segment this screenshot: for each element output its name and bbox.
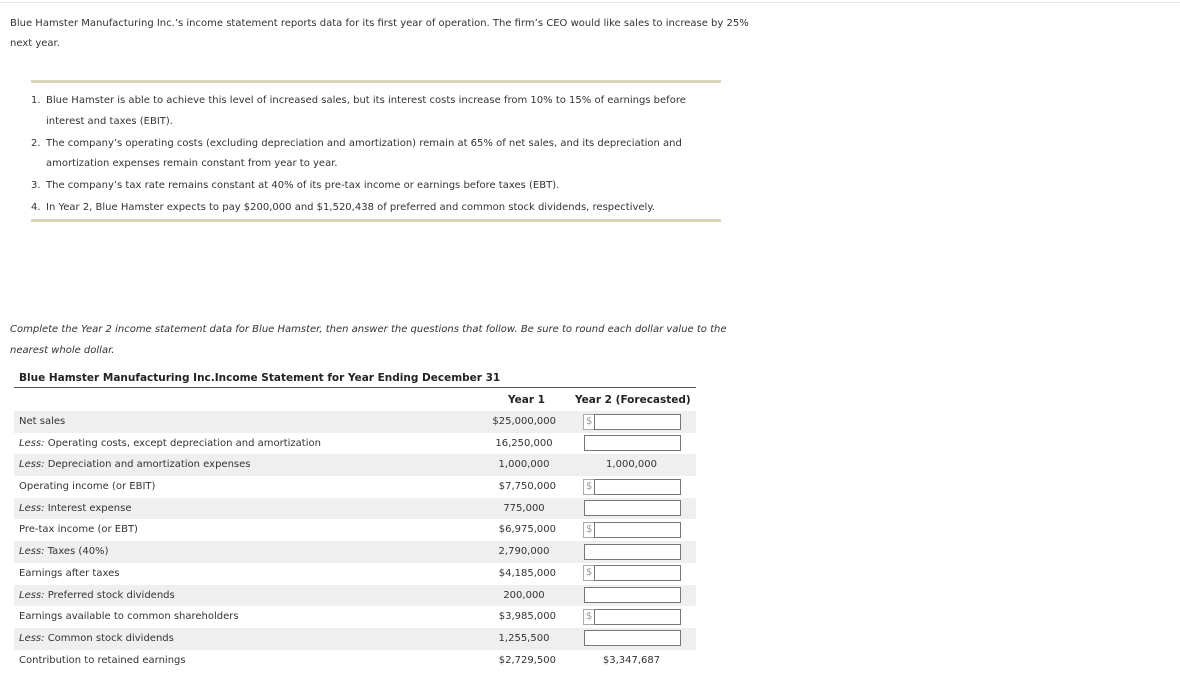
year2-input[interactable] [584, 435, 681, 451]
row-label-text: Operating costs, except depreciation and amortization [47, 437, 321, 449]
row-label [19, 524, 138, 535]
row-label [19, 459, 251, 470]
assumptions-bottom-rule [31, 219, 721, 222]
row-label [19, 503, 132, 514]
table-row [14, 606, 696, 628]
year1-value: $3,985,000 [498, 611, 556, 623]
assumptions-top-rule [31, 80, 721, 83]
year2-input[interactable] [594, 414, 681, 430]
income-statement-rows [14, 411, 696, 671]
less-prefix: Less: [19, 589, 45, 601]
year1-value: 1,000,000 [498, 459, 550, 471]
dollar-prefix: $ [583, 609, 594, 625]
dollar-prefix: $ [583, 479, 594, 495]
year2-input[interactable] [584, 544, 681, 560]
year2-column-header: Year 2 (Forecasted) [575, 394, 691, 406]
income-statement-title-rule [14, 387, 696, 388]
table-row [14, 563, 696, 585]
year2-input[interactable] [584, 500, 681, 516]
year2-input[interactable] [594, 609, 681, 625]
year2-input[interactable] [584, 630, 681, 646]
assumptions-list [31, 91, 711, 220]
year2-input[interactable] [594, 565, 681, 581]
dollar-prefix: $ [583, 414, 594, 430]
year2-input[interactable] [594, 479, 681, 495]
table-row [14, 585, 696, 607]
table-row [14, 628, 696, 650]
year2-input[interactable] [594, 522, 681, 538]
table-row [14, 541, 696, 563]
year1-value: 200,000 [503, 589, 545, 601]
row-label-text: Net sales [19, 416, 66, 427]
year1-value: 775,000 [503, 502, 545, 514]
row-label [19, 438, 321, 449]
table-row [14, 519, 696, 541]
year1-value: 16,250,000 [495, 437, 553, 449]
less-prefix: Less: [19, 632, 45, 644]
less-prefix: Less: [19, 502, 45, 514]
assumption-item: 1. Blue Hamster is able to achieve this level of increased sales, but its interest costs increase from 10% to 15% of earnings before interest and taxes (EBIT). [31, 95, 686, 127]
row-label [19, 611, 239, 622]
row-label-text: Operating income (or EBIT) [19, 481, 156, 493]
table-row [14, 454, 696, 476]
table-row [14, 476, 696, 498]
table-row [14, 411, 696, 433]
top-divider [0, 2, 1180, 3]
instructions-text: Complete the Year 2 income statement data for Blue Hamster, then answer the questions that follow. Be sure to round each dollar value to the nearest whole dollar. [10, 324, 727, 356]
row-label-text: Earnings after taxes [19, 567, 120, 579]
year1-value: 2,790,000 [498, 546, 550, 558]
assumption-item: 2. The company’s operating costs (excluding depreciation and amortization) remain at 65% of net sales, and its depreciation and amortization expenses remain constant from year to year. [31, 137, 682, 169]
table-row [14, 498, 696, 520]
year1-value: $25,000,000 [492, 416, 556, 427]
row-label [19, 590, 175, 601]
year1-column-header: Year 1 [508, 394, 545, 406]
row-label-text: Earnings available to common shareholders [19, 611, 239, 623]
row-label-text: Pre-tax income (or EBT) [19, 524, 138, 536]
row-label [19, 655, 186, 666]
intro-paragraph: Blue Hamster Manufacturing Inc.’s income statement reports data for its first year of operation. The firm’s CEO would like sales to increase by 25% next year. [10, 18, 749, 49]
less-prefix: Less: [19, 459, 45, 471]
row-label [19, 633, 174, 644]
row-label-text: Interest expense [47, 502, 132, 514]
year1-value: $2,729,500 [498, 654, 556, 666]
year1-value: $6,975,000 [498, 524, 556, 536]
table-row [14, 433, 696, 455]
dollar-prefix: $ [583, 565, 594, 581]
income-statement-header [14, 390, 696, 410]
row-label-text: Taxes (40%) [47, 546, 109, 558]
year2-value: 1,000,000 [606, 459, 657, 471]
row-label-text: Common stock dividends [47, 632, 174, 644]
year1-value: 1,255,500 [498, 632, 550, 644]
year2-input[interactable] [584, 587, 681, 603]
year1-value: $4,185,000 [498, 567, 556, 579]
row-label [19, 546, 108, 557]
row-label-text: Preferred stock dividends [47, 589, 175, 601]
less-prefix: Less: [19, 437, 45, 449]
income-statement-title: Blue Hamster Manufacturing Inc.Income Statement for Year Ending December 31 [19, 372, 501, 384]
dollar-prefix: $ [583, 522, 594, 538]
row-label-text: Depreciation and amortization expenses [47, 459, 251, 471]
row-label-text: Contribution to retained earnings [19, 654, 186, 666]
assumption-item: 4. In Year 2, Blue Hamster expects to pay $200,000 and $1,520,438 of preferred and common stock dividends, respectively. [31, 202, 655, 213]
assumption-item: 3. The company’s tax rate remains constant at 40% of its pre-tax income or earnings before taxes (EBT). [31, 180, 560, 191]
row-label [19, 416, 65, 427]
year1-value: $7,750,000 [498, 481, 556, 493]
year2-value: $3,347,687 [602, 654, 661, 666]
less-prefix: Less: [19, 546, 45, 558]
row-label [19, 481, 155, 492]
row-label [19, 568, 119, 579]
table-row [14, 650, 696, 672]
